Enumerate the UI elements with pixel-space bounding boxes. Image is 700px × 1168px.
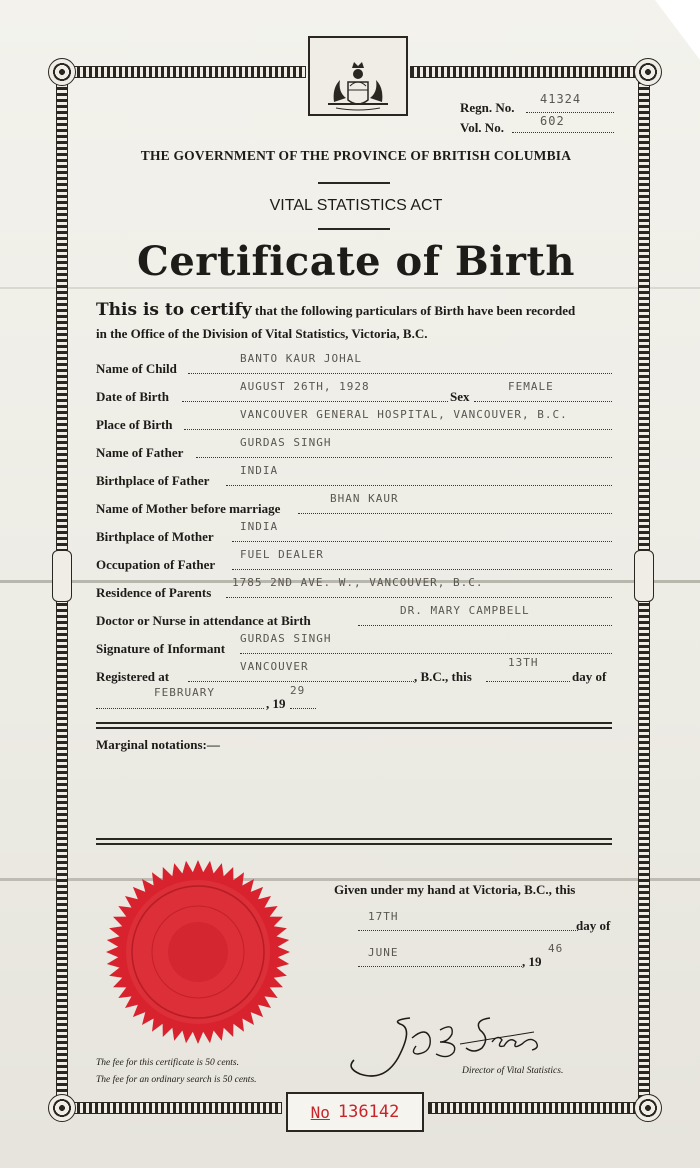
crest-frame (308, 36, 408, 116)
side-ornament (634, 550, 654, 602)
field-line (182, 401, 448, 402)
field-line (226, 485, 612, 486)
given-year-suffix: 46 (548, 942, 564, 955)
field-line (358, 966, 522, 967)
regn-no-line (526, 112, 614, 113)
father-birthplace-value: INDIA (240, 464, 279, 477)
field-line (184, 429, 612, 430)
certificate-number-box (286, 1092, 424, 1132)
given-day: 17TH (368, 910, 399, 923)
certificate-title: Certificate of Birth (136, 238, 575, 285)
header-rule (318, 182, 390, 184)
field-line (486, 681, 570, 682)
header-rule (318, 228, 390, 230)
border-top-left (70, 66, 306, 78)
divider-double (96, 838, 612, 845)
director-title: Director of Vital Statistics. (462, 1066, 564, 1076)
field-line (358, 625, 612, 626)
fee-certificate-note: The fee for this certificate is 50 cents. (96, 1058, 240, 1068)
sex-label: Sex (450, 389, 470, 404)
father-occupation-label: Occupation of Father (96, 557, 216, 572)
place-of-birth-label: Place of Birth (96, 417, 173, 432)
date-of-birth-label: Date of Birth (96, 389, 169, 404)
mother-name-label: Name of Mother before marriage (96, 501, 281, 516)
child-name-label: Name of Child (96, 361, 177, 376)
act-heading: VITAL STATISTICS ACT (269, 197, 443, 214)
corner-ornament (48, 58, 76, 86)
field-line (232, 569, 612, 570)
border-bottom-right (428, 1102, 636, 1114)
registered-at-label: Registered at (96, 669, 170, 684)
corner-ornament (48, 1094, 76, 1122)
number-prefix: No (310, 1102, 330, 1122)
registered-day: 13TH (508, 656, 539, 669)
torn-corner (655, 0, 700, 60)
field-line (298, 513, 612, 514)
residence-label: Residence of Parents (96, 585, 212, 600)
child-name-value: BANTO KAUR JOHAL (240, 352, 362, 365)
registered-place: VANCOUVER (240, 660, 309, 673)
field-line (226, 597, 612, 598)
field-line (188, 681, 414, 682)
regn-no-value: 41324 (540, 92, 582, 106)
registered-year-suffix: 29 (290, 684, 306, 697)
intro-line-2: in the Office of the Division of Vital Statistics, Victoria, B.C. (96, 326, 428, 341)
given-day-of: day of (576, 918, 611, 933)
field-line (474, 401, 612, 402)
vol-no-line (512, 132, 614, 133)
vol-no-label: Vol. No. (460, 120, 504, 135)
mother-birthplace-value: INDIA (240, 520, 279, 533)
father-name-value: GURDAS SINGH (240, 436, 332, 449)
given-month: JUNE (368, 946, 399, 959)
registered-day-of: day of (572, 669, 607, 684)
border-bottom-left (70, 1102, 282, 1114)
doctor-value: DR. MARY CAMPBELL (400, 604, 530, 617)
border-top-right (410, 66, 636, 78)
date-of-birth-value: AUGUST 26TH, 1928 (240, 380, 370, 393)
registered-bc-this: , B.C., this (414, 669, 472, 684)
field-line (188, 373, 612, 374)
certificate-number: 136142 (337, 1102, 400, 1122)
field-line (290, 708, 316, 709)
intro-rest: that the following particulars of Birth have been recorded (254, 303, 576, 318)
registered-month: FEBRUARY (154, 686, 215, 699)
corner-ornament (634, 1094, 662, 1122)
intro-lead: This is to certify (96, 300, 252, 320)
given-year-prefix: , 19 (522, 954, 542, 969)
field-line (96, 708, 264, 709)
informant-value: GURDAS SINGH (240, 632, 332, 645)
field-line (240, 653, 612, 654)
informant-label: Signature of Informant (96, 641, 226, 656)
mother-name-value: BHAN KAUR (330, 492, 399, 505)
father-occupation-value: FUEL DEALER (240, 548, 324, 561)
field-line (196, 457, 612, 458)
sex-value: FEMALE (508, 380, 554, 393)
fee-search-note: The fee for an ordinary search is 50 cents. (96, 1075, 257, 1085)
doctor-label: Doctor or Nurse in attendance at Birth (96, 613, 311, 628)
side-ornament (52, 550, 72, 602)
residence-value: 1785 2ND AVE. W., VANCOUVER, B.C. (232, 576, 484, 589)
registered-year-prefix: , 19 (266, 696, 286, 711)
coat-of-arms-icon (310, 38, 406, 114)
director-signature (340, 1008, 550, 1088)
intro-line-1 (96, 300, 575, 320)
vol-no-value: 602 (540, 114, 565, 128)
fold-line (0, 287, 700, 289)
government-heading: THE GOVERNMENT OF THE PROVINCE OF BRITISH COLUMBIA (140, 148, 572, 163)
father-name-label: Name of Father (96, 445, 184, 460)
corner-ornament (634, 58, 662, 86)
mother-birthplace-label: Birthplace of Mother (96, 529, 214, 544)
wax-seal-icon (104, 858, 292, 1046)
given-under-hand-line: Given under my hand at Victoria, B.C., this (334, 882, 576, 897)
place-of-birth-value: VANCOUVER GENERAL HOSPITAL, VANCOUVER, B.C. (240, 408, 568, 421)
divider-double (96, 722, 612, 729)
father-birthplace-label: Birthplace of Father (96, 473, 210, 488)
regn-no-label: Regn. No. (460, 100, 515, 115)
field-line (232, 541, 612, 542)
marginal-notations-label: Marginal notations:— (96, 737, 220, 752)
field-line (358, 930, 578, 931)
